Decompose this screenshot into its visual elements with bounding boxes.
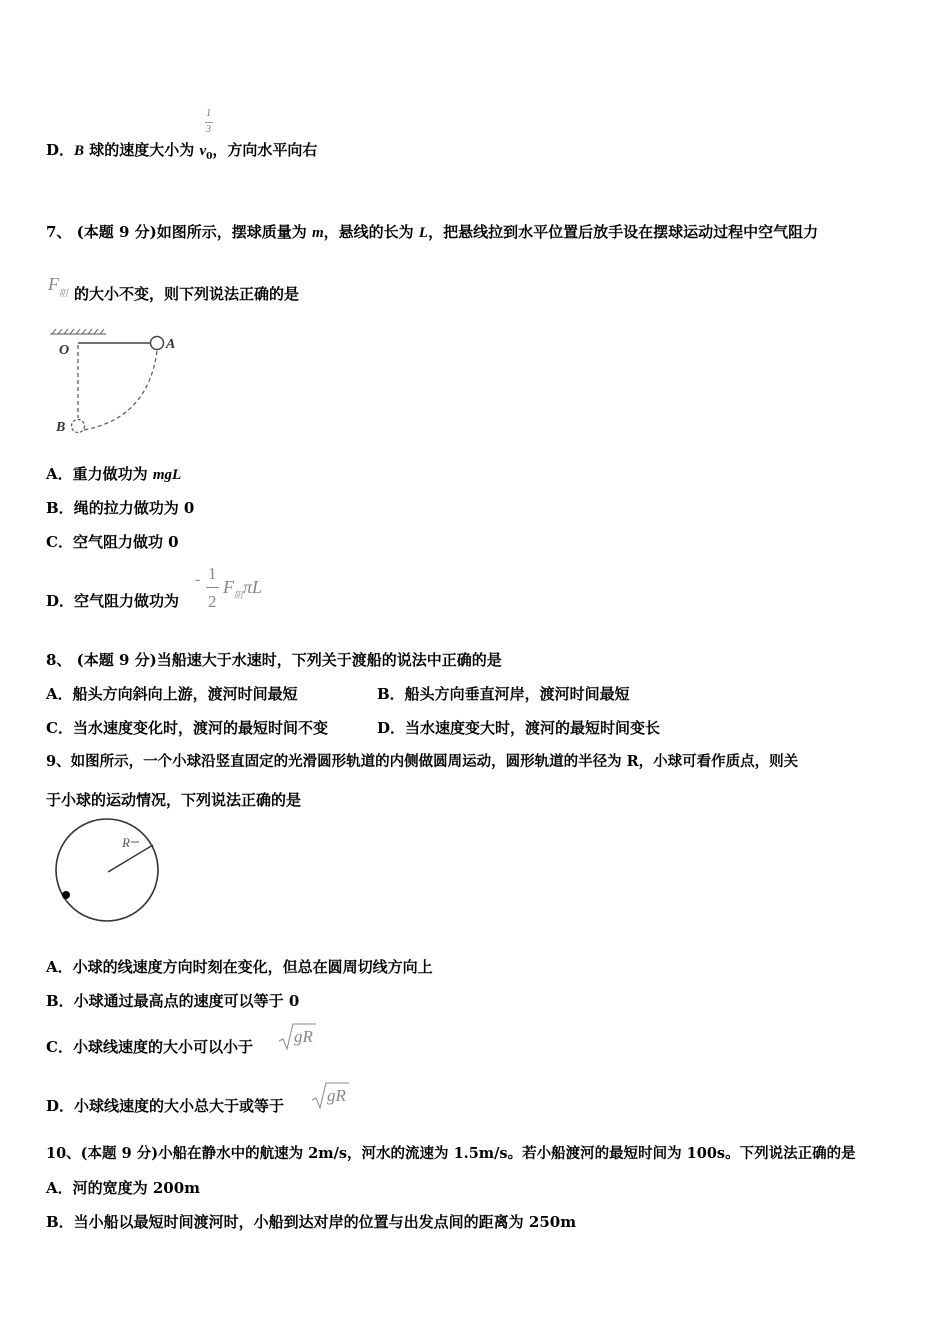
fraction-denominator: 3 xyxy=(206,124,211,135)
option-label: A． xyxy=(46,465,73,483)
q8-option-a: A．船头方向斜向上游，渡河时间最短 xyxy=(46,685,298,703)
ball-b-symbol: B xyxy=(74,143,85,159)
q9-stem-line1: 9、如图所示，一个小球沿竖直固定的光滑圆形轨道的内侧做圆周运动，圆形轨道的半径为 R，小球可看作质点，则关 xyxy=(46,753,799,770)
q8-option-b: B．船头方向垂直河岸，渡河时间最短 xyxy=(377,685,630,703)
force-symbol: F xyxy=(223,577,234,597)
option-text-tail: ，方向水平向右 xyxy=(212,141,318,159)
q8-option-c: C．当水速度变化时，渡河的最短时间不变 xyxy=(46,719,328,737)
question-number: 8、 xyxy=(46,651,72,669)
v0-symbol: v xyxy=(199,143,207,159)
v0-subscript: 0 xyxy=(206,152,213,162)
option-text: 绳的拉力做功为 0 xyxy=(73,499,195,517)
q10-stem: 10、(本题 9 分)小船在静水中的航速为 2m/s，河水的流速为 1.5m/s。若小船渡河的最短时间为 100s。下列说法正确的是 xyxy=(46,1145,856,1162)
option-text: 空气阻力做功为 xyxy=(74,592,180,610)
option-text: 空气阻力做功 0 xyxy=(72,533,179,551)
sqrt-expr-c: gR xyxy=(294,1027,313,1046)
sqrt-expr-d: gR xyxy=(327,1086,346,1105)
q9-option-d: D．小球线速度的大小总大于或等于 xyxy=(46,1097,285,1115)
q9-stem-line2: 于小球的运动情况，下列说法正确的是 xyxy=(46,791,302,809)
stem-text: (本题 9 分)当船速大于水速时，下列关于渡船的说法中正确的是 xyxy=(76,651,502,669)
option-text: 球的速度大小为 xyxy=(84,141,200,159)
option-label: D． xyxy=(46,141,75,159)
half-numerator: 1 xyxy=(208,564,217,583)
option-label: D． xyxy=(46,592,75,610)
radius-label: R xyxy=(122,835,130,850)
minus-sign: - xyxy=(195,571,201,588)
label-o: O xyxy=(59,343,70,358)
length-symbol: L xyxy=(418,225,429,241)
stem-mid: ，悬线的长为 xyxy=(323,223,419,241)
option-label: C． xyxy=(46,533,73,551)
question-number: 7、 xyxy=(46,223,72,241)
q10-option-a: A．河的宽度为 200m xyxy=(46,1179,201,1197)
fraction-numerator: 1 xyxy=(206,108,211,119)
q9-option-b: B．小球通过最高点的速度可以等于 0 xyxy=(46,992,300,1010)
q8-option-d: D．当水速度变大时，渡河的最短时间变长 xyxy=(377,719,661,737)
option-text: 重力做功为 xyxy=(72,465,153,483)
half-denominator: 2 xyxy=(208,592,217,611)
mass-symbol: m xyxy=(311,225,324,241)
stem-head: (本题 9 分)如图所示，摆球质量为 xyxy=(76,223,312,241)
q9-option-a: A．小球的线速度方向时刻在变化，但总在圆周切线方向上 xyxy=(46,958,433,976)
option-label: B． xyxy=(46,499,74,517)
option-math: mgL xyxy=(152,467,182,483)
force-symbol: F xyxy=(48,274,59,294)
q9-option-c: C．小球线速度的大小可以小于 xyxy=(46,1038,253,1056)
force-subscript: 阻 xyxy=(59,288,69,298)
pi-l: πL xyxy=(243,577,263,597)
force-subscript: 阻 xyxy=(234,590,244,600)
stem-tail: ，把悬线拉到水平位置后放手设在摆球运动过程中空气阻力 xyxy=(428,223,819,241)
label-b: B xyxy=(56,420,66,435)
label-a: A xyxy=(166,337,176,352)
q10-option-b: B．当小船以最短时间渡河时，小船到达对岸的位置与出发点间的距离为 250m xyxy=(46,1213,577,1231)
q7-stem-text2: 的大小不变，则下列说法正确的是 xyxy=(74,285,300,303)
